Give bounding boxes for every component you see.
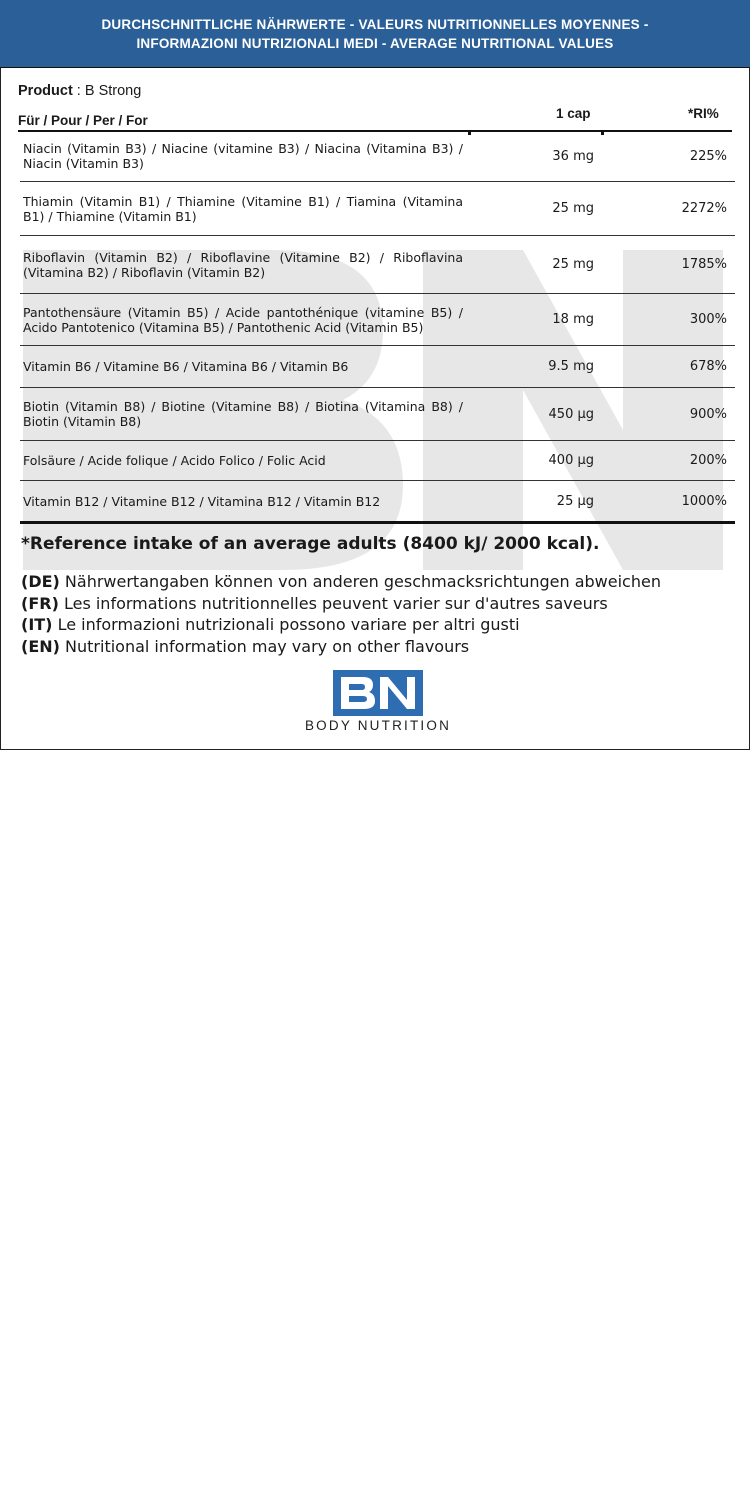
table-row xyxy=(20,441,735,481)
nutrient-name: Pantothensäure (Vitamin B5) / Acide pantothénique (vitamine B5) / Acido Pantotenico (Vitamina B5) / Pantothenic Acid (Vitamin B5) xyxy=(23,304,463,335)
reference-intake-note: *Reference intake of an average adults (8400 kJ/ 2000 kcal). xyxy=(21,534,600,554)
product-line xyxy=(18,83,141,99)
nutrient-ri: 300% xyxy=(689,312,727,327)
amount-header: 1 cap xyxy=(556,106,591,121)
nutrient-name: Vitamin B12 / Vitamine B12 / Vitamina B12 / Vitamin B12 xyxy=(23,493,381,509)
nutrient-name: Thiamin (Vitamin B1) / Thiamine (Vitamine B1) / Tiamina (Vitamina B1) / Thiamine (Vitamin B1) xyxy=(23,193,463,224)
note-text: Nährwertangaben können von anderen geschmacksrichtungen abweichen xyxy=(59,572,661,591)
bn-logo-icon xyxy=(333,670,423,716)
note-lang: (DE) xyxy=(21,572,60,591)
product-label: Product xyxy=(18,83,73,99)
nutrient-amount: 9.5 mg xyxy=(548,359,594,374)
table-row xyxy=(20,294,735,346)
product-separator: : xyxy=(72,83,85,99)
nutrient-ri: 1785% xyxy=(681,257,727,272)
nutrient-ri: 225% xyxy=(689,148,727,164)
nutrient-name: Folsäure / Acide folique / Acido Folico / Folic Acid xyxy=(23,453,326,468)
nutrient-amount: 36 mg xyxy=(552,148,594,164)
nutrient-table xyxy=(20,131,735,524)
nutrient-amount: 400 µg xyxy=(548,453,594,468)
nutrient-ri: 200% xyxy=(689,453,727,468)
header-banner xyxy=(0,0,750,67)
nutrient-name: Riboflavin (Vitamin B2) / Riboflavine (Vitamine B2) / Riboflavina (Vitamina B2) / Riboflavin (Vitamin B2) xyxy=(23,249,463,280)
note-en xyxy=(21,636,661,658)
note-fr xyxy=(21,593,661,615)
table-row xyxy=(20,182,735,236)
nutrient-name: Vitamin B6 / Vitamine B6 / Vitamina B6 / Vitamin B6 xyxy=(23,359,349,374)
table-row xyxy=(20,236,735,294)
note-lang: (FR) xyxy=(21,593,59,613)
per-label: Für / Pour / Per / For xyxy=(18,113,148,128)
note-text: Le informazioni nutrizionali possono variare per altri gusti xyxy=(52,615,520,634)
product-name: B Strong xyxy=(84,83,142,99)
nutrient-ri: 2272% xyxy=(681,201,727,216)
nutrient-name: Niacin (Vitamin B3) / Niacine (vitamine B3) / Niacina (Vitamina B3) / Niacin (Vitamin B3) xyxy=(23,141,463,171)
nutrient-amount: 25 µg xyxy=(556,493,594,509)
nutrition-panel xyxy=(0,67,750,750)
header-line-2: INFORMAZIONI NUTRIZIONALI MEDI - AVERAGE NUTRITIONAL VALUES xyxy=(136,35,614,51)
nutrient-amount: 25 mg xyxy=(552,201,594,216)
note-lang: (IT) xyxy=(21,615,53,634)
table-row xyxy=(20,481,735,524)
nutrient-ri: 900% xyxy=(689,406,727,422)
ri-header: *RI% xyxy=(688,106,719,121)
table-row xyxy=(20,131,735,182)
brand-name: BODY NUTRITION xyxy=(304,718,452,733)
table-header xyxy=(18,106,732,132)
body-nutrition-logo xyxy=(280,670,476,738)
table-row xyxy=(20,346,735,388)
header-line-1: DURCHSCHNITTLICHE NÄHRWERTE - VALEURS NUTRITIONNELLES MOYENNES - xyxy=(101,16,649,32)
note-text: Nutritional information may vary on other flavours xyxy=(59,636,470,656)
note-lang: (EN) xyxy=(21,636,60,656)
nutrient-ri: 1000% xyxy=(681,493,727,509)
note-text: Les informations nutritionnelles peuvent varier sur d'autres saveurs xyxy=(58,593,608,613)
nutrient-amount: 18 mg xyxy=(552,312,594,327)
table-row xyxy=(20,388,735,441)
nutrient-ri: 678% xyxy=(689,359,727,374)
note-de xyxy=(21,571,661,593)
nutrient-name: Biotin (Vitamin B8) / Biotine (Vitamine B8) / Biotina (Vitamina B8) / Biotin (Vitamin B8) xyxy=(23,399,463,429)
nutrient-amount: 25 mg xyxy=(552,257,594,272)
flavour-notes xyxy=(21,571,661,657)
note-it xyxy=(21,614,661,636)
nutrient-amount: 450 µg xyxy=(548,406,594,422)
